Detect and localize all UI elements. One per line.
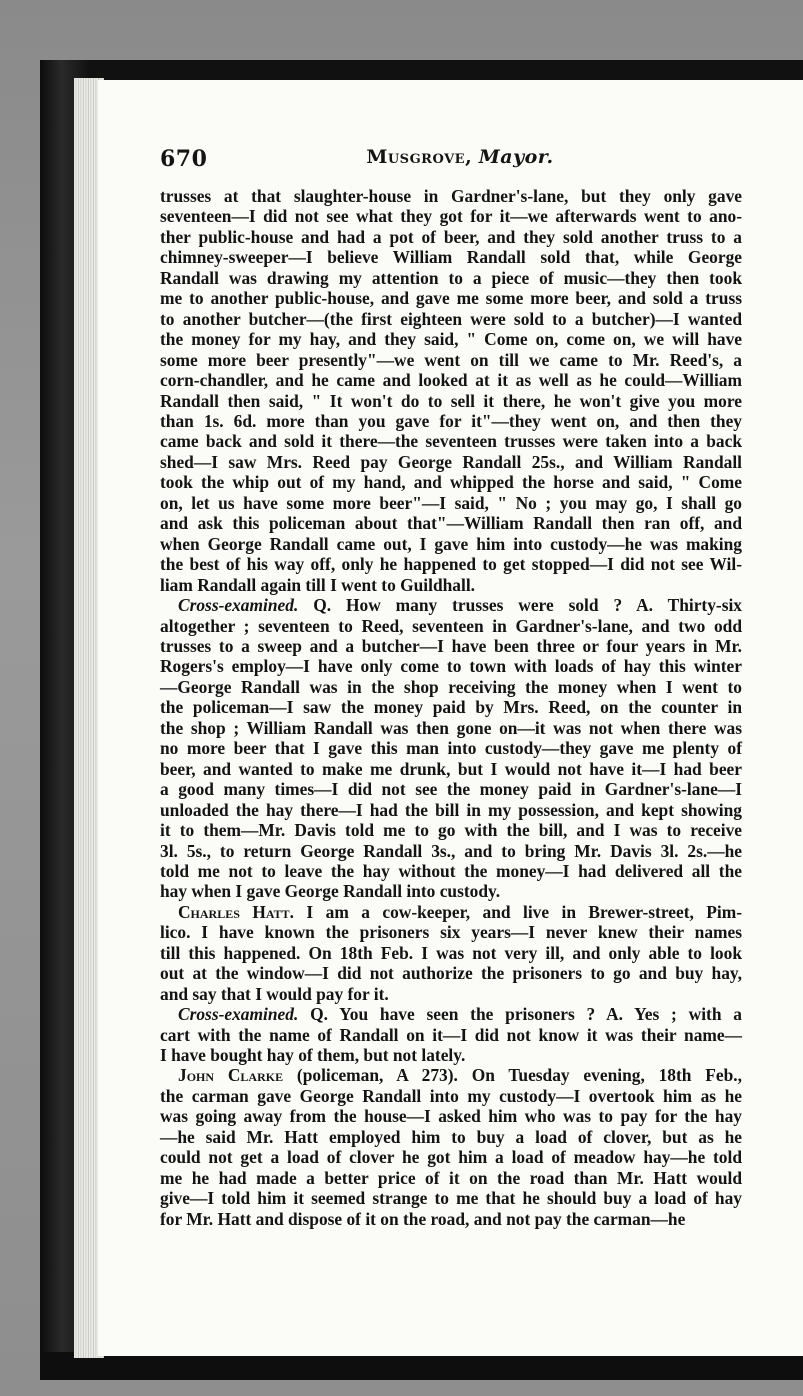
paragraph — [160, 902, 742, 1004]
line-text: lico. I have known the prisoners six years—I never knew their names — [160, 922, 742, 943]
text-line — [160, 861, 742, 881]
line-text: I have bought hay of them, but not lately. — [160, 1045, 466, 1066]
book-cover-top — [40, 60, 803, 82]
text-line — [160, 452, 742, 472]
text-line — [160, 534, 742, 554]
book-page — [98, 80, 803, 1356]
line-text: —he said Mr. Hatt employed him to buy a load of clover, but as he — [160, 1126, 742, 1147]
line-text: took the whip out of my hand, and whipped the horse and said, " Come — [160, 472, 742, 493]
line-text: no more beer that I gave this man into custody—they gave me plenty of — [160, 738, 742, 759]
book-cover-bottom — [40, 1352, 803, 1380]
text-line — [160, 656, 742, 676]
line-text: beer, and wanted to make me drunk, but I would not have it—I had beer — [160, 758, 742, 779]
text-line — [160, 1065, 742, 1085]
text-line — [160, 1045, 742, 1065]
text-line — [160, 1147, 742, 1167]
text-line — [160, 186, 742, 206]
line-text: when George Randall came out, I gave him into custody—he was making — [160, 533, 742, 554]
page-number: 670 — [160, 146, 208, 172]
text-line — [160, 1168, 742, 1188]
line-text: hay when I gave George Randall into custody. — [160, 881, 501, 902]
text-line — [160, 329, 742, 349]
running-head-name: Musgrove, — [366, 146, 473, 168]
text-line — [160, 595, 742, 615]
text-line — [160, 636, 742, 656]
text-line — [160, 1086, 742, 1106]
text-line — [160, 759, 742, 779]
text-line — [160, 841, 742, 861]
paragraph — [160, 1065, 742, 1229]
line-text: I am a cow-keeper, and live in Brewer-street, Pim- — [294, 901, 742, 922]
text-line — [160, 472, 742, 492]
line-text: out at the window—I did not authorize the prisoners to go and buy hay, — [160, 963, 742, 984]
line-text: and say that I would pay for it. — [160, 983, 389, 1004]
line-text: a good many times—I did not see the money paid in Gardner's-lane—I — [160, 779, 742, 800]
running-head-title: Mayor. — [478, 146, 554, 168]
line-text: give—I told him it seemed strange to me that he should buy a load of hay — [160, 1188, 742, 1209]
text-line — [160, 513, 742, 533]
line-text: unloaded the hay there—I had the bill in my possession, and kept showing — [160, 799, 742, 820]
text-line — [160, 738, 742, 758]
text-line — [160, 288, 742, 308]
line-text: came back and sold it there—the seventeen trusses were taken into a back — [160, 431, 742, 452]
body-text — [160, 186, 742, 1229]
line-text: me he had made a better price of it on the road than Mr. Hatt would — [160, 1167, 742, 1188]
running-head — [160, 146, 760, 168]
witness-name: John Clarke — [178, 1065, 284, 1086]
line-text: ther public-house and had a pot of beer, and they sold another truss to a — [160, 226, 742, 247]
text-line — [160, 411, 742, 431]
line-text: for Mr. Hatt and dispose of it on the road, and not pay the carman—he — [160, 1208, 686, 1229]
line-text: 3l. 5s., to return George Randall 3s., and to bring Mr. Davis 3l. 2s.—he — [160, 840, 742, 861]
text-line — [160, 902, 742, 922]
line-text: me to another public-house, and gave me some more beer, and sold a truss — [160, 288, 742, 309]
text-line — [160, 943, 742, 963]
text-line — [160, 881, 742, 901]
line-text: trusses to a sweep and a butcher—I have been three or four years in Mr. — [160, 635, 742, 656]
line-text: trusses at that slaughter-house in Gardner's-lane, but they only gave — [160, 186, 742, 206]
text-line — [160, 391, 742, 411]
line-text: on, let us have some more beer"—I said, " No ; you may go, I shall go — [160, 492, 742, 513]
line-text: Randall was drawing my attention to a piece of music—they then took — [160, 267, 742, 288]
text-line — [160, 779, 742, 799]
text-line — [160, 697, 742, 717]
line-text: seventeen—I did not see what they got for it—we afterwards went to ano- — [160, 206, 742, 227]
line-text: shed—I saw Mrs. Reed pay George Randall 25s., and William Randall — [160, 451, 742, 472]
line-text: Rogers's employ—I have only come to town with loads of hay this winter — [160, 656, 742, 677]
line-text: chimney-sweeper—I believe William Randall sold that, while George — [160, 247, 742, 268]
text-line — [160, 1209, 742, 1229]
line-text: the shop ; William Randall was then gone on—it was not when there was — [160, 717, 742, 738]
text-line — [160, 616, 742, 636]
text-line — [160, 1004, 742, 1024]
line-text: the policeman—I saw the money paid by Mrs. Reed, on the counter in — [160, 697, 742, 718]
line-text: than 1s. 6d. more than you gave for it"—they went on, and then they — [160, 410, 742, 431]
line-text: the money for my hay, and they said, " Come on, come on, we will have — [160, 329, 742, 350]
text-line — [160, 370, 742, 390]
text-line — [160, 1127, 742, 1147]
line-text: it to them—Mr. Davis told me to go with the bill, and I was to receive — [160, 820, 742, 841]
line-text: the carman gave George Randall into my custody—I overtook him as he — [160, 1085, 742, 1106]
text-line — [160, 227, 742, 247]
line-text: corn-chandler, and he came and looked at it as well as he could—William — [160, 370, 742, 391]
witness-name: Charles Hatt. — [178, 901, 294, 922]
line-text: —George Randall was in the shop receiving the money when I went to — [160, 676, 742, 697]
text-line — [160, 922, 742, 942]
line-text: liam Randall again till I went to Guildhall. — [160, 574, 476, 595]
paragraph — [160, 186, 742, 595]
text-line — [160, 1188, 742, 1208]
line-text: cart with the name of Randall on it—I did not know it was their name— — [160, 1024, 742, 1045]
line-text: to another butcher—(the first eighteen were sold to a butcher)—I wanted — [160, 308, 742, 329]
line-text: till this happened. On 18th Feb. I was not very ill, and only able to look — [160, 942, 742, 963]
text-line — [160, 431, 742, 451]
line-text: the best of his way off, only he happened to get stopped—I did not see Wil- — [160, 554, 742, 575]
text-line — [160, 820, 742, 840]
line-text: some more beer presently"—we went on till we came to Mr. Reed's, a — [160, 349, 742, 370]
text-line — [160, 268, 742, 288]
cross-examined-label: Cross-examined. — [178, 595, 299, 616]
text-line — [160, 206, 742, 226]
text-line — [160, 677, 742, 697]
text-line — [160, 984, 742, 1004]
line-text: altogether ; seventeen to Reed, seventeen in Gardner's-lane, and two odd — [160, 615, 742, 636]
line-text: was going away from the house—I asked him who was to pay for the hay — [160, 1106, 742, 1127]
text-line — [160, 1106, 742, 1126]
text-line — [160, 1025, 742, 1045]
paragraph — [160, 1004, 742, 1065]
text-line — [160, 554, 742, 574]
text-line — [160, 800, 742, 820]
line-text: Randall then said, " It won't do to sell it there, he won't give you more — [160, 390, 742, 411]
line-text: and ask this policeman about that"—William Randall then ran off, and — [160, 513, 742, 534]
text-line — [160, 247, 742, 267]
line-text: Q. You have seen the prisoners ? A. Yes ; with a — [298, 1004, 742, 1025]
text-line — [160, 718, 742, 738]
text-line — [160, 963, 742, 983]
line-text: could not get a load of clover he got him a load of meadow hay—he told — [160, 1147, 742, 1168]
text-line — [160, 350, 742, 370]
text-line — [160, 493, 742, 513]
text-line — [160, 575, 742, 595]
line-text: Q. How many trusses were sold ? A. Thirty-six — [298, 595, 742, 616]
page-header — [160, 146, 760, 176]
line-text: told me not to leave the hay without the money—I had delivered all the — [160, 860, 742, 881]
text-line — [160, 309, 742, 329]
paragraph — [160, 595, 742, 902]
cross-examined-label: Cross-examined. — [178, 1004, 299, 1025]
line-text: (policeman, A 273). On Tuesday evening, 18th Feb., — [283, 1065, 742, 1086]
